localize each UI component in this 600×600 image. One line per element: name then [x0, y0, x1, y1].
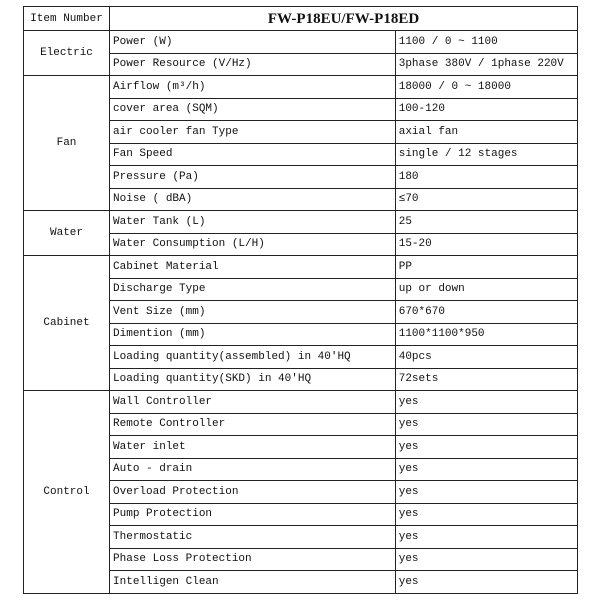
param-value: PP — [395, 256, 577, 279]
param-name: Fan Speed — [110, 143, 396, 166]
spec-row — [24, 256, 578, 279]
param-value: yes — [395, 571, 577, 594]
spec-table — [23, 6, 578, 594]
spec-row — [24, 76, 578, 99]
group-label-control: Control — [24, 391, 110, 594]
param-value: yes — [395, 481, 577, 504]
param-value: 40pcs — [395, 346, 577, 369]
model-title: FW-P18EU/FW-P18ED — [110, 7, 578, 31]
param-name: Loading quantity(assembled) in 40'HQ — [110, 346, 396, 369]
param-value: yes — [395, 526, 577, 549]
param-value: 25 — [395, 211, 577, 234]
param-value: 180 — [395, 166, 577, 189]
group-label-fan: Fan — [24, 76, 110, 211]
item-number-label: Item Number — [24, 7, 110, 31]
param-value: 72sets — [395, 368, 577, 391]
param-name: cover area (SQM) — [110, 98, 396, 121]
param-name: Pressure (Pa) — [110, 166, 396, 189]
param-name: Remote Controller — [110, 413, 396, 436]
param-value: 15-20 — [395, 233, 577, 256]
param-value: yes — [395, 548, 577, 571]
param-name: Loading quantity(SKD) in 40'HQ — [110, 368, 396, 391]
param-name: Thermostatic — [110, 526, 396, 549]
group-label-water: Water — [24, 211, 110, 256]
param-name: Water Consumption (L/H) — [110, 233, 396, 256]
param-name: Wall Controller — [110, 391, 396, 414]
param-name: Power Resource (V/Hz) — [110, 53, 396, 76]
param-name: Water Tank (L) — [110, 211, 396, 234]
param-name: Intelligen Clean — [110, 571, 396, 594]
param-value: 1100 / 0 ~ 1100 — [395, 31, 577, 54]
spec-row — [24, 391, 578, 414]
param-name: Auto - drain — [110, 458, 396, 481]
param-name: Discharge Type — [110, 278, 396, 301]
param-value: yes — [395, 458, 577, 481]
param-name: Phase Loss Protection — [110, 548, 396, 571]
param-value: single / 12 stages — [395, 143, 577, 166]
param-value: 18000 / 0 ~ 18000 — [395, 76, 577, 99]
param-name: Water inlet — [110, 436, 396, 459]
param-value: yes — [395, 391, 577, 414]
param-name: air cooler fan Type — [110, 121, 396, 144]
param-name: Power (W) — [110, 31, 396, 54]
param-name: Pump Protection — [110, 503, 396, 526]
spec-table-body — [24, 7, 578, 594]
param-value: 670*670 — [395, 301, 577, 324]
param-name: Overload Protection — [110, 481, 396, 504]
spec-row — [24, 31, 578, 54]
param-value: 1100*1100*950 — [395, 323, 577, 346]
param-value: axial fan — [395, 121, 577, 144]
param-value: yes — [395, 413, 577, 436]
spec-row — [24, 211, 578, 234]
param-name: Cabinet Material — [110, 256, 396, 279]
param-value: ≤70 — [395, 188, 577, 211]
param-name: Vent Size (mm) — [110, 301, 396, 324]
param-value: up or down — [395, 278, 577, 301]
param-value: 100-120 — [395, 98, 577, 121]
param-value: yes — [395, 436, 577, 459]
param-name: Airflow (m³/h) — [110, 76, 396, 99]
param-value: yes — [395, 503, 577, 526]
header-row — [24, 7, 578, 31]
group-label-cabinet: Cabinet — [24, 256, 110, 391]
param-name: Dimention (mm) — [110, 323, 396, 346]
param-value: 3phase 380V / 1phase 220V — [395, 53, 577, 76]
param-name: Noise ( dBA) — [110, 188, 396, 211]
group-label-electric: Electric — [24, 31, 110, 76]
